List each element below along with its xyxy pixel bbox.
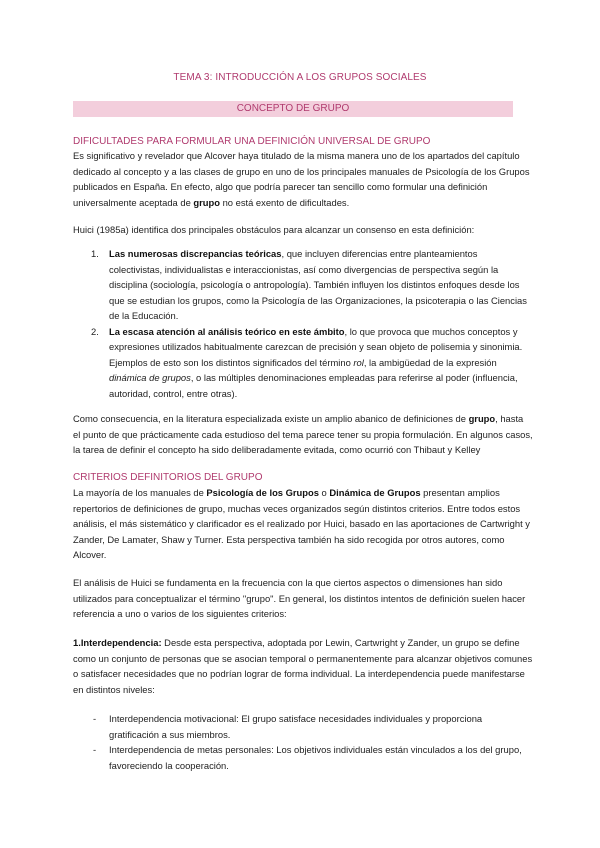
subheading-criterios: CRITERIOS DEFINITORIOS DEL GRUPO — [73, 472, 263, 483]
text-run: , lo que provoca que muchos conceptos y expresiones utilizados habitualmente carezcan de precisión y sean objeto de polisemia y sinonimia. Ejemplos de esto son los distintos significados del término — [109, 325, 523, 368]
text-run: o — [318, 487, 330, 498]
text-run: no está exento de dificultades. — [219, 196, 350, 208]
paragraph-huici: Huici (1985a) identifica dos principales obstáculos para alcanzar un consenso en esta definición: — [73, 224, 475, 235]
paragraph-intro — [73, 148, 533, 210]
list-dash: - — [93, 713, 97, 724]
text-run: Interdependencia de metas personales: Los objetivos individuales están vinculados a los del grupo, favoreciendo la cooperación. — [109, 744, 522, 771]
list-number: 2. — [91, 325, 99, 337]
text-run: Como consecuencia, en la literatura especializada existe un amplio abanico de definiciones de — [73, 413, 469, 424]
section-header: CONCEPTO DE GRUPO — [73, 101, 513, 117]
paragraph-interdependencia — [73, 635, 533, 697]
document-title: TEMA 3: INTRODUCCIÓN A LOS GRUPOS SOCIALES — [173, 72, 427, 83]
list-item — [73, 742, 533, 773]
list-item — [73, 324, 533, 402]
bold-term: Psicología de los Grupos — [206, 487, 319, 498]
text-run: presentan amplios repertorios de definiciones de grupo, muchas veces organizados según distintos criterios. Entre todos estos análisis, el más sistemático y clarificador es el realizado por Huici, basado en las aportaciones de Cartwright y Zander, De Lamater, Shaw y Turner. Esta perspectiva también ha sido recogida por otros autores, como Alcover. — [73, 487, 530, 560]
text-run: Es significativo y revelador que Alcover haya titulado de la misma manera uno de los apartados del capítulo dedicado al concepto y a las clases de grupo en uno de los principales manuales de Psicología de los Grupos publicados en España. En efecto, algo que podría parecer tan sencillo como formular una definición universalmente aceptada de — [73, 150, 530, 208]
numbered-list — [73, 246, 533, 401]
dash-list — [73, 711, 533, 773]
bold-term: 1.Interdependencia: — [73, 637, 162, 648]
italic-term: rol — [353, 356, 364, 368]
bold-term: Dinámica de Grupos — [329, 487, 421, 498]
text-run: , o las múltiples denominaciones empleadas para referirse al poder (influencia, autoridad, control, entre otras). — [109, 372, 518, 399]
bold-term: grupo — [468, 413, 496, 424]
bold-term: La escasa atención al análisis teórico en este ámbito — [109, 325, 345, 337]
text-run: Interdependencia motivacional: El grupo satisface necesidades individuales y proporciona gratificación a sus miembros. — [109, 713, 483, 740]
italic-term: dinámica de grupos — [109, 372, 191, 383]
bold-term: grupo — [193, 196, 220, 208]
text-run: Desde esta perspectiva, adoptada por Lewin, Cartwright y Zander, un grupo se define como un conjunto de personas que se asocian temporal o permanentemente para alcanzar objetivos comunes o satisfacer necesidades que no podrían lograr de forma individual. La interdependencia puede manifestarse en distintos niveles: — [73, 637, 533, 695]
paragraph-analisis: El análisis de Huici se fundamenta en la frecuencia con la que ciertos aspectos o dimensiones han sido utilizados para conceptualizar el término "grupo". En general, los distintos intentos de definición suelen hacer referencia a uno o varios de los siguientes criterios: — [73, 577, 526, 619]
list-number: 1. — [91, 248, 99, 259]
list-item — [73, 711, 533, 742]
text-run: , que incluyen diferencias entre planteamientos colectivistas, individualistas e interaccionistas, así como divergencias de perspectiva según la disciplina (sociología, psicología o antropología). También influyen los distintos enfoques desde los que se estudian los grupos, como la Psicología de las Organizaciones, la psicoterapia o las Ciencias de la Educación. — [109, 248, 527, 321]
text-run: , la ambigüedad de la expresión — [363, 356, 497, 368]
list-item — [73, 246, 533, 324]
list-dash: - — [93, 744, 97, 755]
text-run: La mayoría de los manuales de — [73, 487, 207, 498]
paragraph-consecuencia — [73, 411, 533, 458]
subheading-dificultades: DIFICULTADES PARA FORMULAR UNA DEFINICIÓN UNIVERSAL DE GRUPO — [73, 136, 431, 147]
paragraph-manuales — [73, 485, 533, 563]
bold-term: Las numerosas discrepancias teóricas — [109, 248, 282, 259]
text-run: , hasta el punto de que prácticamente cada estudioso del tema parece tener su propia formulación. En algunos casos, la tarea de definir el concepto ha sido deliberadamente evitada, como ocurrió con Thibaut y Kelley — [73, 413, 533, 455]
